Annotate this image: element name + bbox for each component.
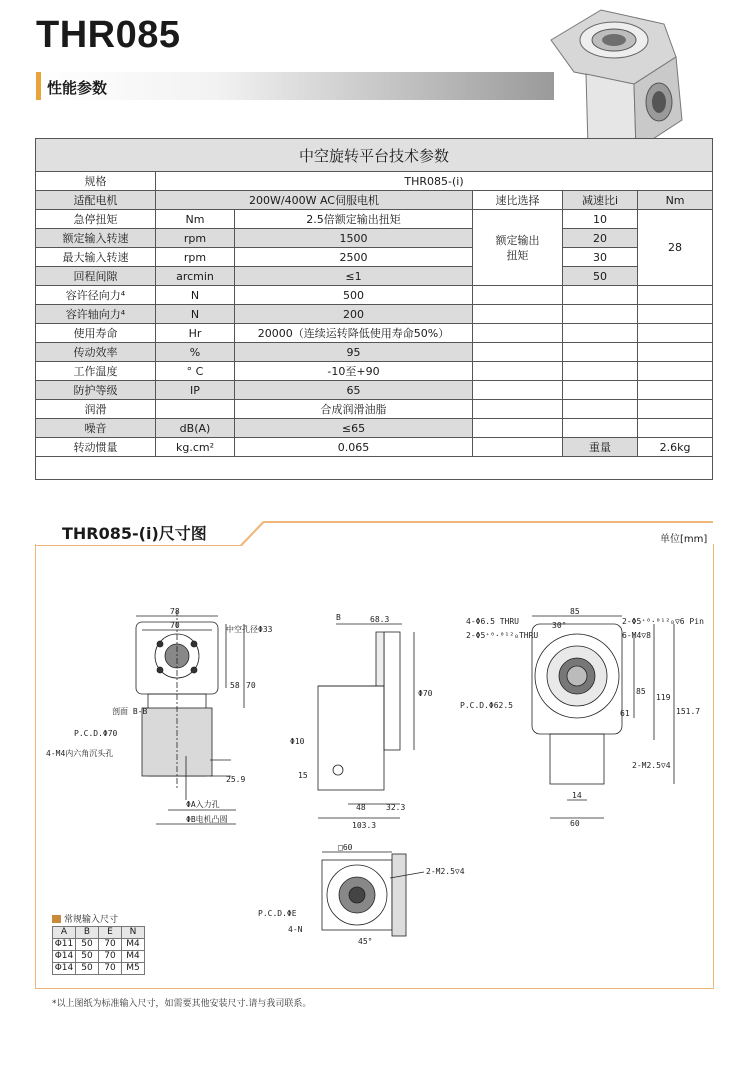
phiA-label: ΦA入力孔 bbox=[186, 800, 220, 809]
empty-cell bbox=[473, 324, 563, 343]
spec-value: ≤65 bbox=[235, 419, 473, 438]
spec-value: 2500 bbox=[235, 248, 473, 267]
weight-label: 重量 bbox=[563, 438, 638, 457]
spec-value: ≤1 bbox=[235, 267, 473, 286]
input-table-title bbox=[52, 912, 118, 925]
spec-value: 65 bbox=[235, 381, 473, 400]
empty-cell bbox=[563, 305, 638, 324]
input-header: A bbox=[53, 927, 76, 939]
empty-cell bbox=[473, 286, 563, 305]
dim-48: 48 bbox=[356, 803, 366, 812]
section-label: 剖面 B-B bbox=[112, 707, 148, 716]
empty-cell bbox=[563, 400, 638, 419]
m25-label: 2-M2.5▽4 bbox=[632, 761, 671, 770]
legend-square bbox=[52, 915, 61, 923]
ratio-header: 减速比i bbox=[563, 191, 638, 210]
dim-103-3: 103.3 bbox=[352, 821, 377, 830]
middle-view bbox=[318, 624, 414, 818]
input-cell: M4 bbox=[122, 951, 145, 963]
spec-value: 合成润滑油脂 bbox=[235, 400, 473, 419]
pcdE-label: P.C.D.ΦE bbox=[258, 909, 297, 918]
spec-label: 回程间隙 bbox=[36, 267, 156, 286]
product-photo bbox=[546, 2, 696, 152]
empty-cell bbox=[638, 400, 713, 419]
empty-cell bbox=[638, 343, 713, 362]
dim-phi70: Φ70 bbox=[418, 689, 433, 698]
input-header: N bbox=[122, 927, 145, 939]
empty-cell bbox=[473, 305, 563, 324]
spec-label: 噪音 bbox=[36, 419, 156, 438]
ratio-cell: 50 bbox=[563, 267, 638, 286]
dim-58: 58 bbox=[230, 681, 240, 690]
ratio-cell: 20 bbox=[563, 229, 638, 248]
dim-60: 60 bbox=[570, 819, 580, 828]
spec-label: 额定输入转速 bbox=[36, 229, 156, 248]
dim-phi10: Φ10 bbox=[290, 737, 305, 746]
unit-label: 单位[mm] bbox=[660, 534, 708, 545]
spec-label: 工作温度 bbox=[36, 362, 156, 381]
dimension-title: THR085-(i)尺寸图 bbox=[62, 524, 207, 543]
input-cell: 50 bbox=[76, 951, 99, 963]
input-cell: Φ14 bbox=[53, 951, 76, 963]
spec-label: 传动效率 bbox=[36, 343, 156, 362]
spec-value: THR085-(i) bbox=[156, 172, 713, 191]
spec-label: 适配电机 bbox=[36, 191, 156, 210]
spec-unit: N bbox=[156, 305, 235, 324]
empty-cell bbox=[563, 286, 638, 305]
input-cell: 50 bbox=[76, 963, 99, 975]
fourN-label: 4-N bbox=[288, 925, 303, 934]
spec-unit: Hr bbox=[156, 324, 235, 343]
spec-label: 规格 bbox=[36, 172, 156, 191]
spec-label: 急停扭矩 bbox=[36, 210, 156, 229]
thru65-label: 4-Φ6.5 THRU bbox=[466, 617, 519, 626]
empty-cell bbox=[473, 438, 563, 457]
spec-label: 润滑 bbox=[36, 400, 156, 419]
pcd62-label: P.C.D.Φ62.5 bbox=[460, 701, 513, 710]
weight-value: 2.6kg bbox=[638, 438, 713, 457]
dim-25-9: 25.9 bbox=[226, 775, 246, 784]
input-cell: 50 bbox=[76, 939, 99, 951]
spec-label: 容许轴向力⁴ bbox=[36, 305, 156, 324]
spec-unit: ° C bbox=[156, 362, 235, 381]
dim-85-side: 85 bbox=[636, 687, 646, 696]
empty-cell bbox=[473, 400, 563, 419]
torque-unit-header: Nm bbox=[638, 191, 713, 210]
left-view bbox=[136, 610, 244, 824]
thru5-label: 2-Φ5⁺⁰·⁰¹²₀THRU bbox=[466, 631, 539, 640]
spec-footer-row bbox=[36, 457, 713, 480]
spec-unit: rpm bbox=[156, 229, 235, 248]
input-header: E bbox=[99, 927, 122, 939]
empty-cell bbox=[638, 324, 713, 343]
spec-value: 200W/400W AC伺服电机 bbox=[156, 191, 473, 210]
input-cell: 70 bbox=[99, 951, 122, 963]
dim-70: 70 bbox=[170, 621, 180, 630]
input-cell: Φ14 bbox=[53, 963, 76, 975]
spec-value: 0.065 bbox=[235, 438, 473, 457]
dim-61: 61 bbox=[620, 709, 630, 718]
spec-value: 500 bbox=[235, 286, 473, 305]
dim-square-60: □60 bbox=[338, 843, 353, 852]
spec-label: 防护等级 bbox=[36, 381, 156, 400]
angle-30: 30° bbox=[552, 621, 567, 630]
spec-label: 容许径向力⁴ bbox=[36, 286, 156, 305]
middle-view-labels bbox=[290, 613, 433, 830]
spec-unit bbox=[156, 400, 235, 419]
ratio-cell: 10 bbox=[563, 210, 638, 229]
dim-14: 14 bbox=[572, 791, 582, 800]
ratio-cell: 30 bbox=[563, 248, 638, 267]
dim-119: 119 bbox=[656, 693, 671, 702]
right-view bbox=[532, 616, 674, 818]
m25b-label: 2-M2.5▽4 bbox=[426, 867, 465, 876]
section-title: 性能参数 bbox=[47, 79, 108, 97]
empty-cell bbox=[638, 305, 713, 324]
input-cell: 70 bbox=[99, 939, 122, 951]
empty-cell bbox=[563, 419, 638, 438]
spec-value: 2.5倍额定输出扭矩 bbox=[235, 210, 473, 229]
spec-value: 1500 bbox=[235, 229, 473, 248]
dim-32-3: 32.3 bbox=[386, 803, 406, 812]
spec-unit: dB(A) bbox=[156, 419, 235, 438]
section-accent bbox=[36, 72, 41, 100]
torque-value: 28 bbox=[638, 210, 713, 286]
m4-label: 4-M4内六角沉头孔 bbox=[46, 749, 114, 758]
spec-title: 中空旋转平台技术参数 bbox=[36, 139, 713, 172]
input-cell: Φ11 bbox=[53, 939, 76, 951]
empty-cell bbox=[638, 362, 713, 381]
empty-cell bbox=[563, 324, 638, 343]
rated-torque-label: 额定输出 扭矩 bbox=[473, 210, 563, 286]
spec-unit: IP bbox=[156, 381, 235, 400]
spec-label: 转动惯量 bbox=[36, 438, 156, 457]
spec-unit: arcmin bbox=[156, 267, 235, 286]
dim-78: 78 bbox=[170, 607, 180, 616]
spec-value: 95 bbox=[235, 343, 473, 362]
empty-cell bbox=[563, 343, 638, 362]
pcd70-label: P.C.D.Φ70 bbox=[74, 729, 118, 738]
spec-unit: kg.cm² bbox=[156, 438, 235, 457]
hole-label: 中空孔径Φ33 bbox=[226, 625, 273, 634]
B-marker: B bbox=[336, 613, 341, 622]
empty-cell bbox=[563, 381, 638, 400]
empty-cell bbox=[638, 286, 713, 305]
spec-value: -10至+90 bbox=[235, 362, 473, 381]
spec-table bbox=[35, 138, 713, 480]
flange-view bbox=[240, 842, 500, 957]
m4d8-label: 6-M4▽8 bbox=[622, 631, 651, 640]
empty-cell bbox=[638, 419, 713, 438]
dim-68-3: 68.3 bbox=[370, 615, 390, 624]
dim-151-7: 151.7 bbox=[676, 707, 701, 716]
spec-label: 使用寿命 bbox=[36, 324, 156, 343]
input-cell: M4 bbox=[122, 939, 145, 951]
spec-unit: Nm bbox=[156, 210, 235, 229]
spec-value: 20000（连续运转降低使用寿命50%） bbox=[235, 324, 473, 343]
empty-cell bbox=[473, 381, 563, 400]
input-table-title-text: 常规输入尺寸 bbox=[64, 915, 119, 925]
spec-unit: N bbox=[156, 286, 235, 305]
empty-cell bbox=[473, 419, 563, 438]
angle-45: 45° bbox=[358, 937, 373, 946]
spec-label: 最大输入转速 bbox=[36, 248, 156, 267]
empty-cell bbox=[563, 362, 638, 381]
pin-label: 2-Φ5⁺⁰·⁰¹²₀▽6 Pin bbox=[622, 617, 704, 626]
dim-70-vertical: 70 bbox=[246, 681, 256, 690]
footnote: *以上图纸为标准输入尺寸，如需要其他安装尺寸.请与我司联系。 bbox=[52, 999, 312, 1009]
ratio-select-header: 速比选择 bbox=[473, 191, 563, 210]
empty-cell bbox=[638, 381, 713, 400]
input-cell: M5 bbox=[122, 963, 145, 975]
phiB-label: ΦB电机凸圆 bbox=[186, 815, 228, 824]
spec-unit: rpm bbox=[156, 248, 235, 267]
dim-15: 15 bbox=[298, 771, 308, 780]
spec-unit: % bbox=[156, 343, 235, 362]
input-table bbox=[52, 926, 145, 975]
empty-cell bbox=[473, 343, 563, 362]
section-bar bbox=[36, 72, 554, 100]
input-header: B bbox=[76, 927, 99, 939]
spec-value: 200 bbox=[235, 305, 473, 324]
empty-cell bbox=[473, 362, 563, 381]
input-cell: 70 bbox=[99, 963, 122, 975]
dim-85-top: 85 bbox=[570, 607, 580, 616]
model-title: THR085 bbox=[36, 14, 181, 56]
